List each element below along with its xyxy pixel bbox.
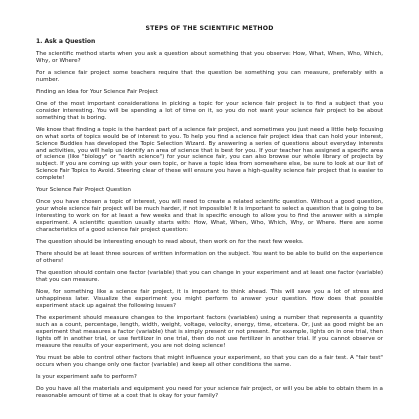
paragraph-fair-test: You must be able to control other factors that might influence your experiment, so that you can do a fair test. A "fair test" occurs when you change only one factor (variable) and keep all other conditions the same. [36, 354, 383, 368]
paragraph-variables: The question should contain one factor (variable) that you can change in your experiment and at least one factor (variable) that you can measure. [36, 270, 383, 284]
paragraph-topic-interest: One of the most important considerations in picking a topic for your science fair project is to find a subject that you consider interesting. You will be spending a lot of time on it, so you do not want your science fair project to be about something that is boring. [36, 100, 383, 121]
document-page [36, 26, 383, 400]
paragraph-scientific-question: Once you have chosen a topic of interest, you will need to create a related scientific question. Without a good question, your whole science fair project will be much harder, if not impossible! It is important to select a question that is going to be interesting to work on for at least a few weeks and that is specific enough to allow you to find the answer with a simple experiment. A scientific question usually starts with: How, What, When, Who, Which, Why, or Where. Here are some characteristics of a good science fair project question: [36, 199, 383, 233]
paragraph-measure-changes: The experiment should measure changes to the important factors (variables) using a number that represents a quantity such as a count, percentage, length, width, weight, voltage, velocity, energy, time, etcetera. Or, just as good might be an experiment that measures a factor (variable) that is simply present or not present. For example, lights on in one trial, then lights off in another trial, or use fertilizer in one trial, then do not use fertilizer in another trial. If you cannot observe or measure the results of your experiment, you are not doing science! [36, 315, 383, 349]
section-heading: 1. Ask a Question [36, 37, 96, 45]
subheading-project-question: Your Science Fair Project Question [36, 187, 131, 194]
paragraph-safety: Is your experiment safe to perform? [36, 373, 137, 380]
paragraph-intro: The scientific method starts when you ask a question about something that you observe: How, What, When, Who, Which, Why, or Where? [36, 50, 383, 64]
paragraph-materials: Do you have all the materials and equipment you need for your science fair project, or will you be able to obtain them in a reasonable amount of time at a cost that is okay for your family? [36, 385, 383, 399]
paragraph-interesting: The question should be interesting enough to read about, then work on for the next few weeks. [36, 239, 304, 246]
paragraph-think-ahead: Now, for something like a science fair project, it is important to think ahead. This will save you a lot of stress and unhappiness later. Visualize the experiment you might perform to answer your question. How does that possible experiment stack up against the following issues? [36, 289, 383, 309]
paragraph-measure: For a science fair project some teachers require that the question be something you can measure, preferably with a number. [36, 69, 383, 83]
paragraph-topic-wizard: We know that finding a topic is the hardest part of a science fair project, and sometimes you just need a little help focusing on what sorts of topics would be of interest to you. To help you find a science fair project idea that can hold your interest, Science Buddies has developed the Topic Selection Wizard. By answering a series of questions about everyday interests and activities, you will help us identify an area of science that is best for you. If your teacher has assigned a specific area of science (like "biology" or "earth science") for your science fair, you can also browse our whole library of projects by subject. If you are coming up with your own topic, or have a topic idea from somewhere else, be sure to look at our list of Science Fair Topics to Avoid. Steering clear of these will ensure you have a high-quality science fair project that is easier to complete! [36, 126, 383, 182]
paragraph-sources: There should be at least three sources of written information on the subject. You want to be able to build on the experience of others! [36, 251, 383, 265]
document-title: STEPS OF THE SCIENTIFIC METHOD [145, 25, 274, 32]
subheading-finding-idea: Finding an Idea for Your Science Fair Project [36, 88, 159, 95]
